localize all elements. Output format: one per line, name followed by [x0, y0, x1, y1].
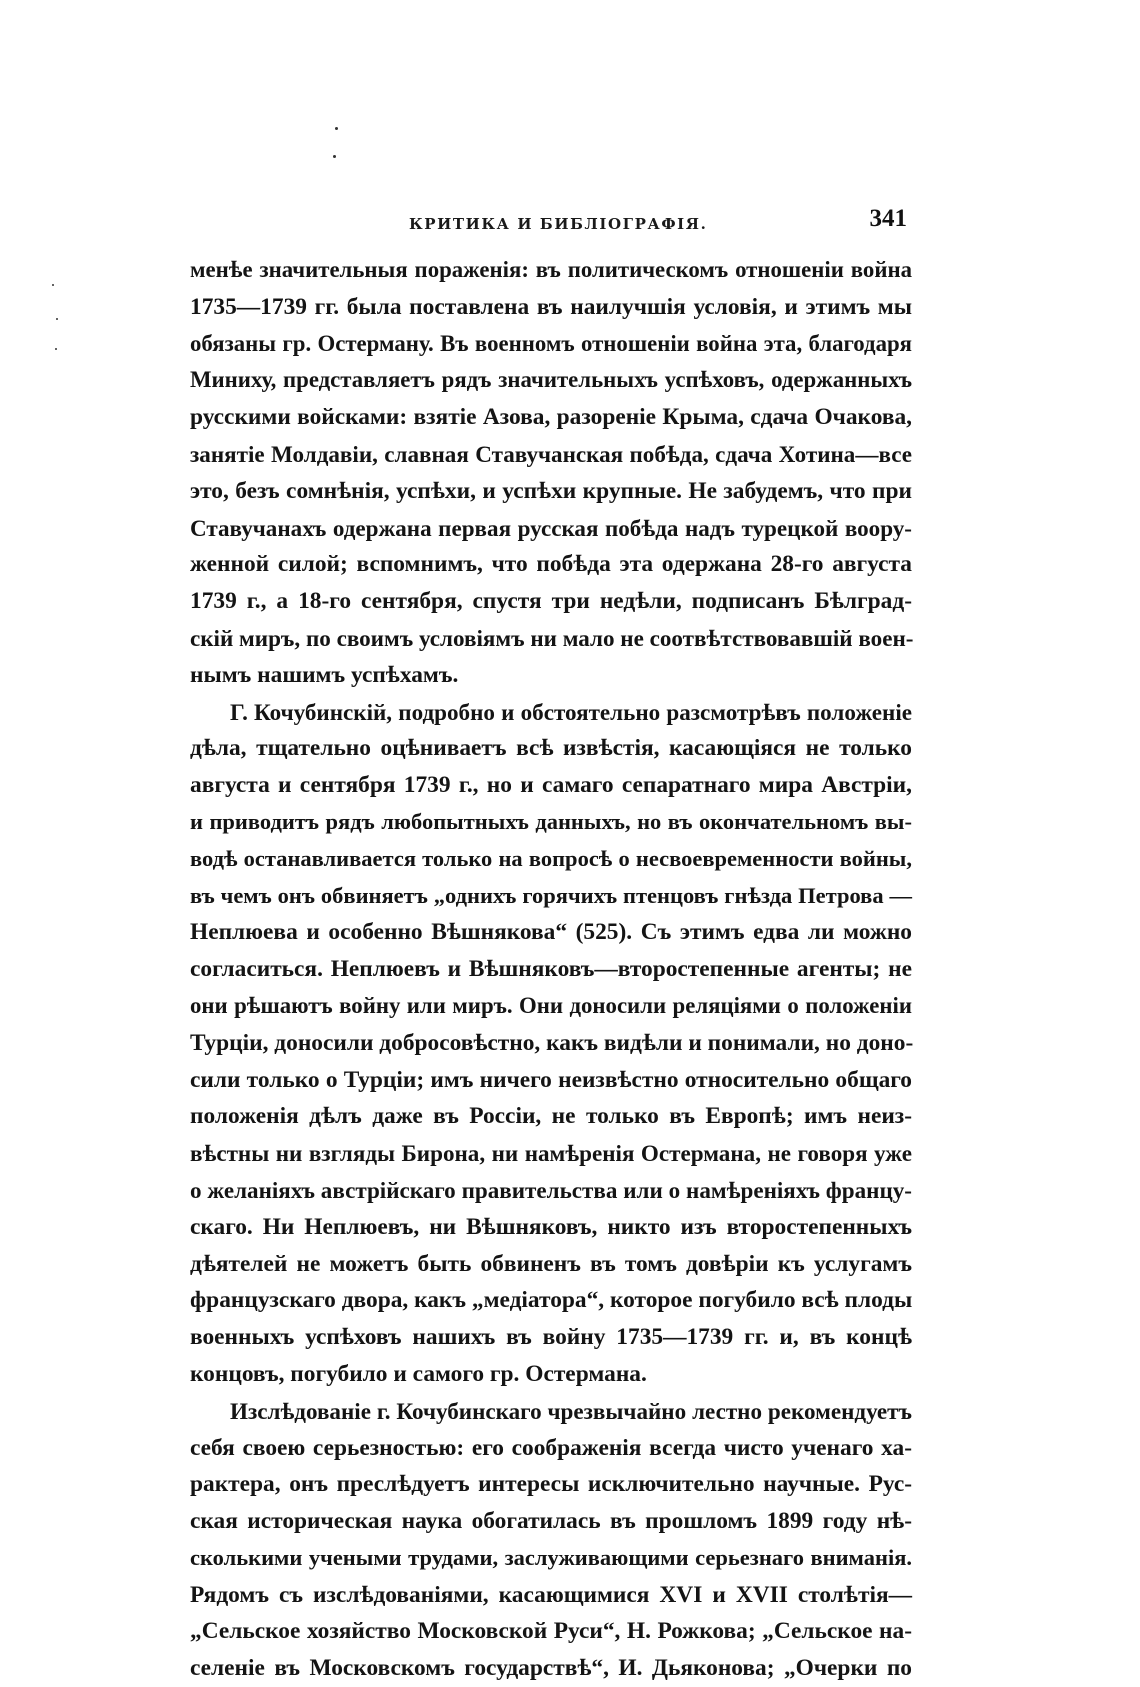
text-line: они рѣшаютъ войну или миръ. Они доносили реляціями о положеніи [190, 992, 912, 1018]
text-line: вѣстны ни взгляды Бирона, ни намѣренія Остермана, не говоря уже [190, 1140, 912, 1167]
page-number: 341 [869, 205, 907, 232]
scan-speck [56, 318, 58, 320]
text-line: скаго. Ни Неплюевъ, ни Вѣшняковъ, никто изъ второстепенныхъ [190, 1213, 912, 1240]
text-line: это, безъ сомнѣнія, успѣхи, и успѣхи крупные. Не забудемъ, что при [190, 477, 912, 504]
text-line: Турціи, доносили добросовѣстно, какъ видѣли и понимали, но доно- [190, 1029, 914, 1056]
text-line: о желаніяхъ австрійскаго правительства или о намѣреніяхъ францу- [190, 1176, 912, 1203]
text-line: ская историческая наука обогатилась въ прошломъ 1899 году нѣ- [190, 1508, 912, 1535]
text-line: въ чемъ онъ обвиняетъ „однихъ горячихъ птенцовъ гнѣзда Петрова — [190, 882, 912, 908]
text-line: согласиться. Неплюевъ и Вѣшняковъ—второстепенные агенты; не [190, 956, 912, 983]
page-body [190, 252, 912, 1687]
text-line: Ставучанахъ одержана первая русская побѣда надъ турецкой воору- [190, 514, 912, 541]
scan-speck [55, 348, 57, 350]
text-line: августа и сентября 1739 г., но и самаго сепаратнаго мира Австріи, [190, 772, 912, 799]
text-line: менѣе значительныя пораженія: въ политическомъ отношеніи война [190, 257, 912, 282]
text-line: французскаго двора, какъ „медіатора“, которое погубило всѣ плоды [190, 1287, 913, 1314]
text-line: дѣятелей не можетъ быть обвиненъ въ томъ довѣріи къ услугамъ [190, 1250, 912, 1277]
text-line: сили только о Турціи; имъ ничего неизвѣстно относительно общаго [190, 1066, 912, 1093]
text-line: Рядомъ съ изслѣдованіями, касающимися XVI и XVII столѣтія— [190, 1581, 912, 1608]
text-line: концовъ, погубило и самого гр. Остермана. [190, 1360, 647, 1387]
text-line: дѣла, тщательно оцѣниваетъ всѣ извѣстія, касающіяся не только [190, 735, 912, 762]
text-line: Г. Кочубинскій, подробно и обстоятельно разсмотрѣвъ положеніе [230, 698, 912, 725]
text-line: Изслѣдованіе г. Кочубинскаго чрезвычайно лестно рекомендуетъ [230, 1397, 912, 1424]
paragraph [190, 1393, 912, 1687]
text-line: 1735—1739 гг. была поставлена въ наилучшія условія, и этимъ мы [190, 293, 912, 320]
text-line: женной силой; вспомнимъ, что побѣда эта одержана 28-го августа [190, 551, 912, 578]
text-line: рактера, онъ преслѣдуетъ интересы исключительно научные. Рус- [190, 1471, 912, 1498]
page-header [197, 205, 915, 239]
text-line: занятіе Молдавіи, славная Ставучанская побѣда, сдача Хотина—все [190, 440, 912, 467]
text-line: военныхъ успѣховъ нашихъ въ войну 1735—1739 гг. и, въ концѣ [190, 1324, 912, 1351]
text-line: и приводитъ рядъ любопытныхъ данныхъ, но въ окончательномъ вы- [190, 808, 912, 834]
text-line: Миниху, представляетъ рядъ значительныхъ успѣховъ, одержанныхъ [190, 367, 912, 393]
text-line: положенія дѣлъ даже въ Россіи, не только въ Европѣ; имъ неиз- [190, 1103, 912, 1130]
text-line: себя своею серьезностью: его соображенія всегда чисто ученаго ха- [190, 1434, 912, 1461]
text-line: скій миръ, по своимъ условіямъ ни мало не соотвѣтствовавшій воен- [190, 624, 914, 651]
text-line: русскими войсками: взятіе Азова, разореніе Крыма, сдача Очакова, [190, 404, 912, 431]
text-line: Неплюева и особенно Вѣшнякова“ (525). Съ этимъ едва ли можно [190, 919, 912, 946]
text-line: водѣ останавливается только на вопросѣ о несвоевременности войны, [190, 845, 912, 871]
text-line: сколькими учеными трудами, заслуживающими серьезнаго вниманія. [190, 1544, 912, 1570]
running-title: КРИТИКА И БИБЛІОГРАФІЯ. [409, 215, 708, 233]
scan-speck [333, 155, 336, 158]
text-line: обязаны гр. Остерману. Въ военномъ отношеніи война эта, благодаря [190, 330, 912, 356]
text-line: „Сельское хозяйство Московской Руси“, Н. Рожкова; „Сельское на- [190, 1618, 912, 1645]
text-line: нымъ нашимъ успѣхамъ. [190, 661, 459, 688]
text-line: 1739 г., а 18-го сентября, спустя три недѣли, подписанъ Бѣлград- [190, 588, 912, 615]
paragraph [190, 694, 912, 1393]
scan-speck [52, 284, 54, 286]
text-line: селеніе въ Московскомъ государствѣ“, И. Дьяконова; „Очерки по [190, 1655, 912, 1682]
paragraph [190, 252, 912, 694]
scan-speck [335, 127, 338, 130]
